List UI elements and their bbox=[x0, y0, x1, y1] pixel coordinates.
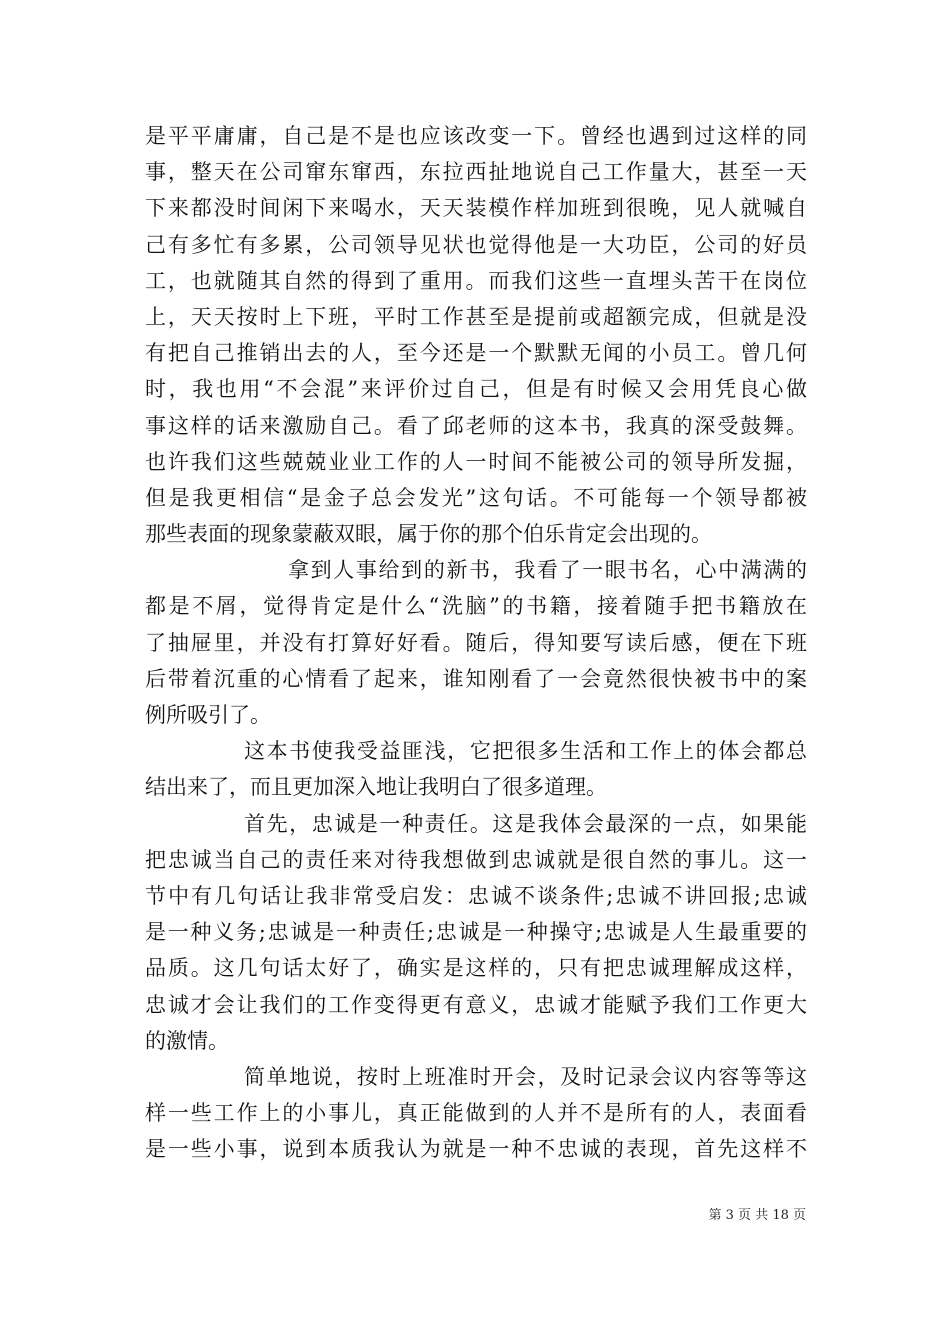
text-line: 事这样的话来激励自己。看了邱老师的这本书，我真的深受鼓舞。 bbox=[145, 413, 807, 438]
text-line: 是一些小事，说到本质我认为就是一种不忠诚的表现，首先这样不 bbox=[145, 1137, 807, 1162]
body-text bbox=[145, 118, 807, 1167]
text-line: 后带着沉重的心情看了起来，谁知刚看了一会竟然很快被书中的案 bbox=[145, 666, 807, 691]
text-line: 都是不屑，觉得肯定是什么“洗脑”的书籍，接着随手把书籍放在 bbox=[145, 594, 807, 619]
paragraph-first-line: 首先，忠诚是一种责任。这是我体会最深的一点，如果能 bbox=[244, 811, 807, 836]
text-line: 是平平庸庸，自己是不是也应该改变一下。曾经也遇到过这样的同 bbox=[145, 124, 807, 148]
text-line: 有把自己推销出去的人，至今还是一个默默无闻的小员工。曾几何 bbox=[145, 341, 807, 366]
text-line: 上，天天按时上下班，平时工作甚至是提前或超额完成，但就是没 bbox=[145, 304, 807, 329]
text-line: 也许我们这些兢兢业业工作的人一时间不能被公司的领导所发掘， bbox=[145, 449, 807, 474]
text-line: 的激情。 bbox=[145, 1028, 229, 1053]
text-line: 样一些工作上的小事儿，真正能做到的人并不是所有的人，表面看 bbox=[145, 1101, 807, 1126]
text-line: 节中有几句话让我非常受启发：忠诚不谈条件;忠诚不讲回报;忠诚 bbox=[145, 883, 807, 908]
text-line: 但是我更相信“是金子总会发光”这句话。不可能每一个领导都被 bbox=[145, 485, 807, 510]
text-line: 品质。这几句话太好了，确实是这样的，只有把忠诚理解成这样， bbox=[145, 956, 807, 981]
paragraph-first-line: 拿到人事给到的新书，我看了一眼书名，心中满满的 bbox=[288, 558, 807, 583]
page-number-footer: 第 3 页 共 18 页 bbox=[708, 1208, 806, 1223]
text-line: 下来都没时间闲下来喝水，天天装模作样加班到很晚，见人就喊自 bbox=[145, 196, 807, 221]
text-line: 把忠诚当自己的责任来对待我想做到忠诚就是很自然的事儿。这一 bbox=[145, 847, 807, 872]
text-line: 了抽屉里，并没有打算好好看。随后，得知要写读后感，便在下班 bbox=[145, 630, 807, 655]
text-line: 己有多忙有多累，公司领导见状也觉得他是一大功臣，公司的好员 bbox=[145, 232, 807, 257]
text-line: 时，我也用“不会混”来评价过自己，但是有时候又会用凭良心做 bbox=[145, 377, 807, 402]
text-line: 事，整天在公司窜东窜西，东拉西扯地说自己工作量大，甚至一天 bbox=[145, 160, 807, 185]
text-line: 是一种义务;忠诚是一种责任;忠诚是一种操守;忠诚是人生最重要的 bbox=[145, 920, 807, 945]
text-line: 那些表面的现象蒙蔽双眼，属于你的那个伯乐肯定会出现的。 bbox=[145, 522, 712, 547]
text-line: 工，也就随其自然的得到了重用。而我们这些一直埋头苦干在岗位 bbox=[145, 268, 807, 293]
text-line: 结出来了，而且更加深入地让我明白了很多道理。 bbox=[145, 775, 607, 800]
text-line: 例所吸引了。 bbox=[145, 703, 271, 727]
text-line: 忠诚才会让我们的工作变得更有意义，忠诚才能赋予我们工作更大 bbox=[145, 992, 807, 1017]
paragraph-first-line: 这本书使我受益匪浅，它把很多生活和工作上的体会都总 bbox=[244, 739, 807, 764]
paragraph-first-line: 简单地说，按时上班准时开会，及时记录会议内容等等这 bbox=[244, 1064, 807, 1089]
